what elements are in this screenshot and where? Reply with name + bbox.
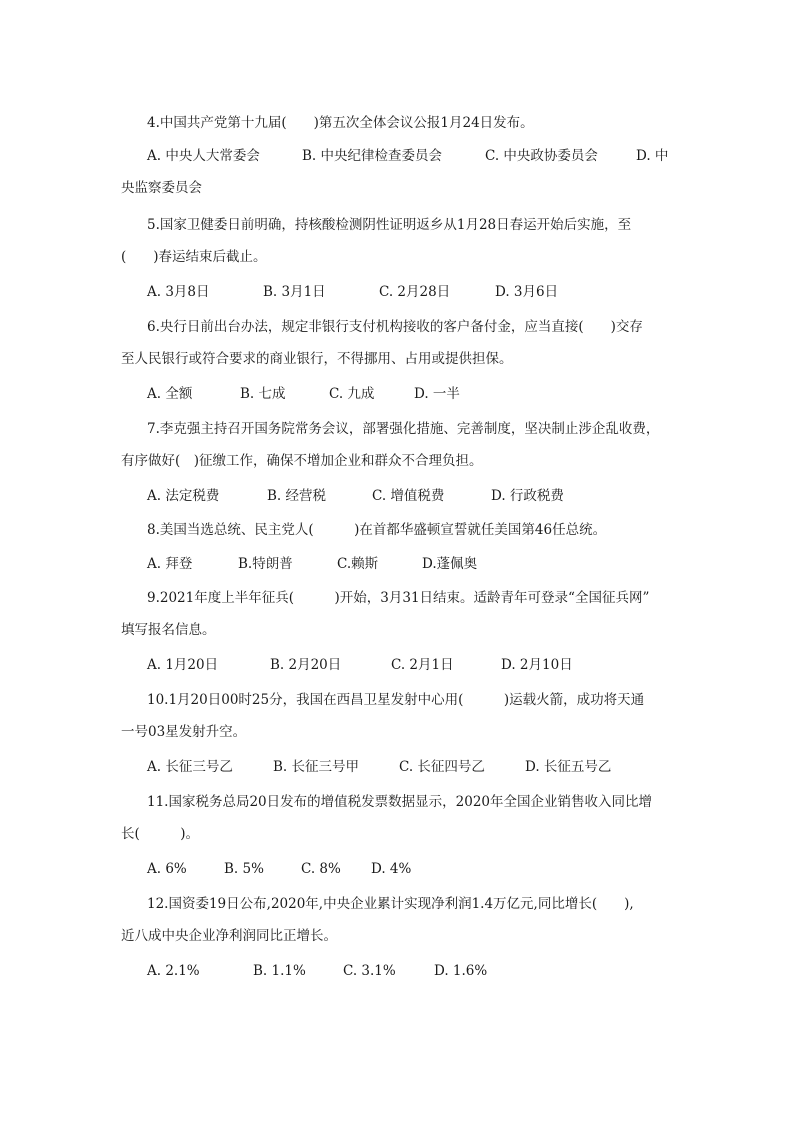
question-11-option-b: B. 5%: [224, 861, 264, 877]
question-7-option-b: B. 经营税: [267, 488, 327, 504]
question-4-option-c: C. 中央政协委员会: [485, 148, 598, 164]
question-10-option-a: A. 长征三号乙: [147, 759, 233, 775]
question-6-option-b: B. 七成: [240, 386, 286, 402]
question-8-stem-line-1: 8.美国当选总统、民主党人( )在首都华盛顿宣誓就任美国第46任总统。: [147, 522, 607, 538]
question-11-stem-line-2: 长( )。: [121, 826, 200, 842]
question-5-option-c: C. 2月28日: [379, 284, 451, 300]
question-7-stem-line-2: 有序做好( )征缴工作，确保不增加企业和群众不合理负担。: [121, 453, 483, 469]
question-12-option-b: B. 1.1%: [253, 963, 306, 979]
question-4-option-d: D. 中: [636, 148, 669, 164]
question-10-option-d: D. 长征五号乙: [525, 759, 612, 775]
question-8-option-b: B.特朗普: [238, 556, 293, 572]
question-7-option-c: C. 增值税费: [372, 488, 445, 504]
question-11-stem-line-1: 11.国家税务总局20日发布的增值税发票数据显示，2020年全国企业销售收入同比增: [147, 794, 653, 810]
question-11-option-d: D. 4%: [371, 861, 412, 877]
question-5-stem-line-1: 5.国家卫健委日前明确，持核酸检测阴性证明返乡从1月28日春运开始后实施，至: [147, 217, 632, 233]
question-5-option-a: A. 3月8日: [147, 284, 210, 300]
question-7-stem-line-1: 7.李克强主持召开国务院常务会议，部署强化措施、完善制度，坚决制止涉企乱收费，: [147, 421, 660, 437]
question-5-stem-line-2: ( )春运结束后截止。: [121, 249, 267, 265]
question-12-stem-line-1: 12.国资委19日公布,2020年,中央企业累计实现净利润1.4万亿元,同比增长( ),: [147, 896, 634, 912]
question-8-option-a: A. 拜登: [147, 556, 193, 572]
question-4-stem-line-1: 4.中国共产党第十九届( )第五次全体会议公报1月24日发布。: [147, 115, 534, 131]
question-12-option-a: A. 2.1%: [147, 963, 200, 979]
question-10-option-c: C. 长征四号乙: [399, 759, 485, 775]
question-6-option-a: A. 全额: [147, 386, 193, 402]
question-10-stem-line-2: 一号03星发射升空。: [121, 724, 247, 740]
question-4-option-a: A. 中央人大常委会: [147, 148, 260, 164]
question-10-stem-line-1: 10.1月20日00时25分，我国在西昌卫星发射中心用( )运载火箭，成功将天通: [147, 692, 645, 708]
question-11-option-a: A. 6%: [147, 861, 187, 877]
question-9-option-b: B. 2月20日: [270, 657, 342, 673]
question-9-stem-line-1: 9.2021年度上半年征兵( )开始，3月31日结束。适龄青年可登录“全国征兵网”: [147, 590, 650, 606]
question-9-option-c: C. 2月1日: [391, 657, 454, 673]
question-9-option-a: A. 1月20日: [147, 657, 219, 673]
question-11-option-c: C. 8%: [301, 861, 341, 877]
question-4-option-wrap: 央监察委员会: [121, 180, 202, 196]
question-7-option-a: A. 法定税费: [147, 488, 220, 504]
question-7-option-d: D. 行政税费: [491, 488, 564, 504]
question-6-option-d: D. 一半: [414, 386, 460, 402]
question-9-option-d: D. 2月10日: [501, 657, 573, 673]
question-6-option-c: C. 九成: [329, 386, 375, 402]
question-6-stem-line-2: 至人民银行或符合要求的商业银行，不得挪用、占用或提供担保。: [121, 351, 513, 367]
question-5-option-d: D. 3月6日: [495, 284, 559, 300]
question-10-option-b: B. 长征三号甲: [273, 759, 360, 775]
question-12-option-d: D. 1.6%: [434, 963, 488, 979]
question-12-stem-line-2: 近八成中央企业净利润同比正增长。: [121, 928, 337, 944]
question-9-stem-line-2: 填写报名信息。: [121, 622, 216, 638]
question-4-option-b: B. 中央纪律检查委员会: [302, 148, 443, 164]
question-8-option-d: D.蓬佩奥: [422, 556, 478, 572]
question-5-option-b: B. 3月1日: [263, 284, 326, 300]
question-6-stem-line-1: 6.央行日前出台办法，规定非银行支付机构接收的客户备付金，应当直接( )交存: [147, 319, 643, 335]
question-8-option-c: C.赖斯: [337, 556, 379, 572]
question-12-option-c: C. 3.1%: [343, 963, 396, 979]
